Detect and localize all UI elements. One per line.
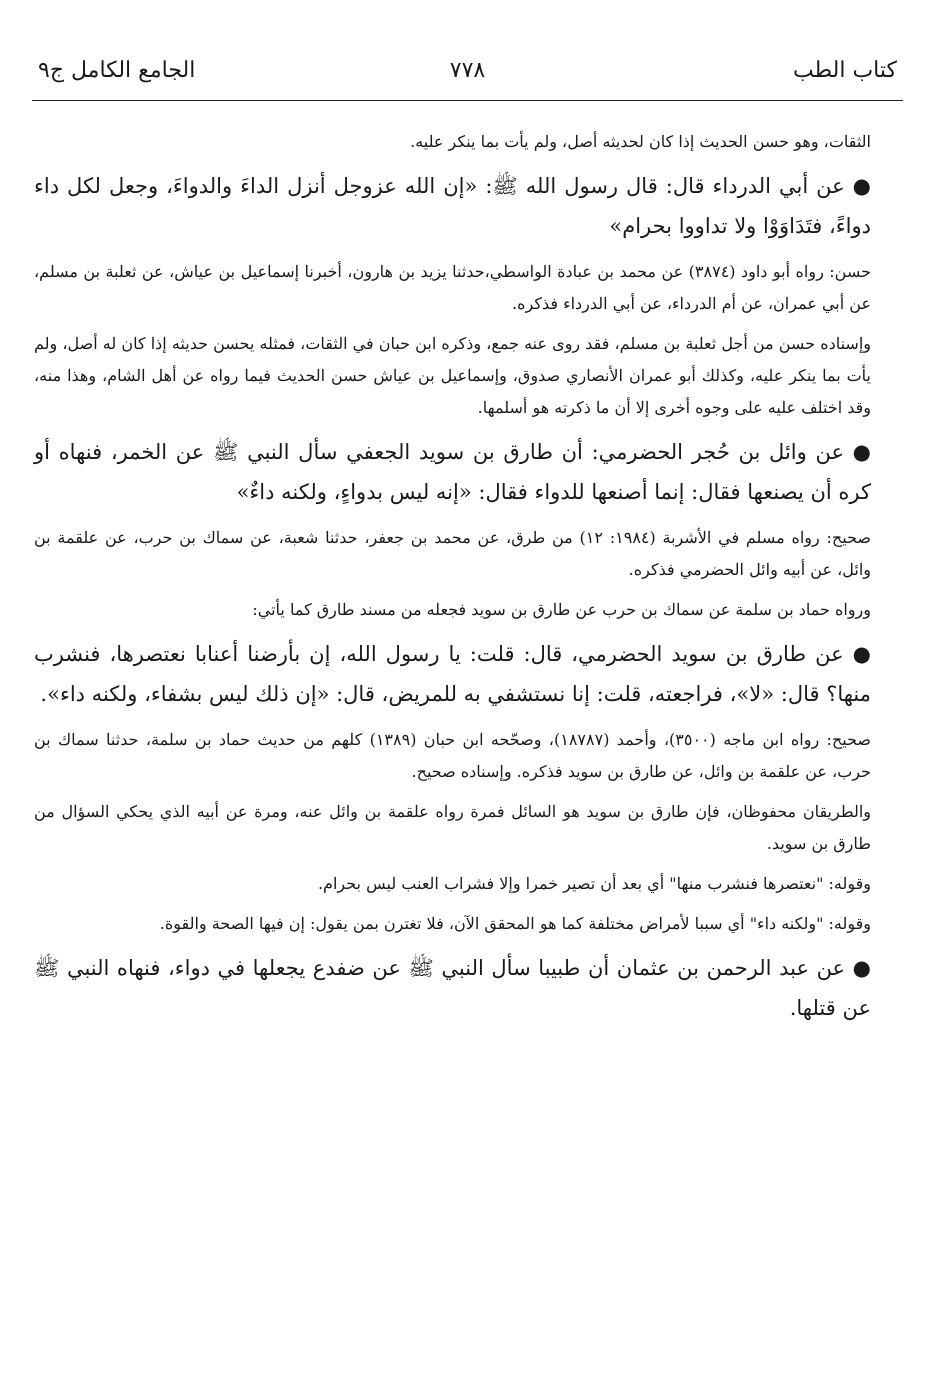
chapter-title: كتاب الطب xyxy=(793,58,897,83)
commentary-paragraph: وإسناده حسن من أجل ثعلبة بن مسلم، فقد روى عنه جمع، وذكره ابن حبان في الثقات، فمثله يحسن حديثه إذا كان له أصل، ولم يأت بما ينكر عليه، وكذلك أبو عمران الأنصاري صدوق، وإسماعيل بن عياش حسن الحديث فيما رواه عن أهل الشام، وهذا منه، وقد اختلف عليه على وجوه أخرى إلا أن ما ذكرته هو أسلمها. xyxy=(34,334,871,417)
hadith-paragraph: ● عن طارق بن سويد الحضرمي، قال: قلت: يا رسول الله، إن بأرضنا أعنابا نعتصرها، فنشرب منها؟ قال: «لا»، فراجعته، قلت: إنا نستشفي به للمريض، قال: «إن ذلك ليس بشفاء، ولكنه داء». xyxy=(34,642,871,706)
hadith-paragraph: ● عن أبي الدرداء قال: قال رسول الله ﷺ: «إن الله عزوجل أنزل الداءَ والدواءَ، وجعل لكل داء دواءً، فتَدَاوَوْا ولا تداووا بحرام» xyxy=(34,174,871,238)
commentary-paragraph: صحيح: رواه مسلم في الأشربة (١٩٨٤: ١٢) من طرق، عن محمد بن جعفر، حدثنا شعبة، عن سماك بن حرب، عن علقمة بن وائل، عن أبيه وائل الحضرمي فذكره. xyxy=(34,528,872,579)
commentary-paragraph: وقوله: "نعتصرها فنشرب منها" أي بعد أن تصير خمرا وإلا فشراب العنب ليس بحرام. xyxy=(317,874,871,893)
header-divider xyxy=(32,100,903,101)
hadith-paragraph: ● عن عبد الرحمن بن عثمان أن طبيبا سأل النبي ﷺ عن ضفدع يجعلها في دواء، فنهاه النبي ﷺ عن قتلها. xyxy=(34,956,871,1020)
page-body xyxy=(34,126,871,1038)
hadith-paragraph: ● عن وائل بن حُجر الحضرمي: أن طارق بن سويد الجعفي سأل النبي ﷺ عن الخمر، فنهاه أو كره أن يصنعها فقال: إنما أصنعها للدواء فقال: «إنه ليس بدواءٍ، ولكنه داءٌ» xyxy=(34,440,871,504)
commentary-paragraph: والطريقان محفوظان، فإن طارق بن سويد هو السائل فمرة رواه علقمة بن وائل عنه، ومرة عن أبيه الذي يحكي السؤال من طارق بن سويد. xyxy=(34,802,871,853)
commentary-paragraph: ورواه حماد بن سلمة عن سماك بن حرب عن طارق بن سويد فجعله من مسند طارق كما يأتي: xyxy=(252,600,871,619)
book-volume-title: الجامع الكامل ج٩ xyxy=(38,58,196,83)
page-header xyxy=(28,58,907,98)
page-number: ٧٧٨ xyxy=(449,58,486,83)
commentary-paragraph: وقوله: "ولكنه داء" أي سببا لأمراض مختلفة كما هو المحقق الآن، فلا تغترن بمن يقول: إن فيها الصحة والقوة. xyxy=(159,914,871,933)
commentary-paragraph: صحيح: رواه ابن ماجه (٣٥٠٠)، وأحمد (١٨٧٨٧)، وصحّحه ابن حبان (١٣٨٩) كلهم من حديث حماد بن سلمة، حدثنا سماك بن حرب، عن علقمة بن وائل، عن طارق بن سويد فذكره. وإسناده صحيح. xyxy=(34,730,872,781)
commentary-paragraph: حسن: رواه أبو داود (٣٨٧٤) عن محمد بن عبادة الواسطي،حدثنا يزيد بن هارون، أخبرنا إسماعيل بن عياش، عن ثعلبة بن مسلم، عن أبي عمران، عن أم الدرداء، عن أبي الدرداء فذكره. xyxy=(34,262,871,313)
commentary-paragraph: الثقات، وهو حسن الحديث إذا كان لحديثه أصل، ولم يأت بما ينكر عليه. xyxy=(410,132,871,151)
